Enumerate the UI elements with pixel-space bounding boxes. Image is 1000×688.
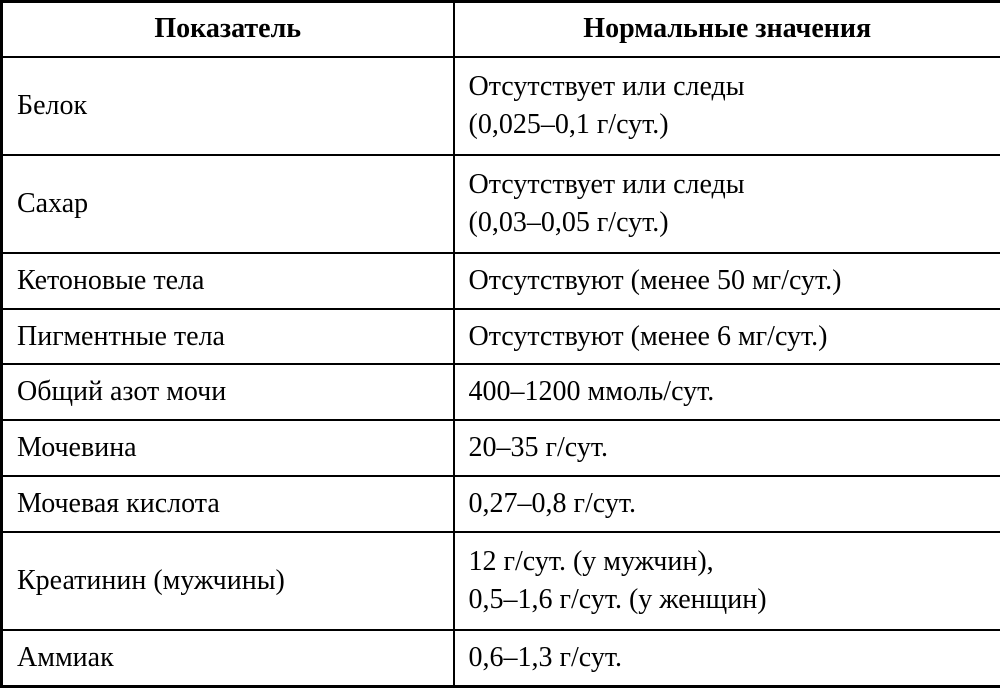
table-header	[2, 2, 1000, 57]
value-line: Отсутствует или следы	[468, 168, 745, 200]
table-row	[2, 155, 1000, 253]
normal-value-cell	[454, 476, 1000, 532]
table-row	[2, 630, 1000, 686]
indicator-cell: Мочевина	[2, 420, 454, 476]
normal-value-cell	[454, 57, 1000, 155]
normal-value-cell	[454, 364, 1000, 420]
value-line: Отсутствуют (менее 6 мг/сут.)	[468, 320, 828, 352]
indicator-cell: Креатинин (мужчины)	[2, 532, 454, 630]
header-cell-indicator: Показатель	[2, 2, 454, 57]
table-row	[2, 532, 1000, 630]
value-line: (0,03–0,05 г/сут.)	[468, 206, 669, 238]
normal-value-cell	[454, 309, 1000, 365]
normal-value-cell	[454, 253, 1000, 309]
table-row	[2, 309, 1000, 365]
table-body	[2, 57, 1000, 687]
indicator-cell: Пигментные тела	[2, 309, 454, 365]
header-row	[2, 2, 1000, 57]
header-cell-normal-values: Нормальные значения	[454, 2, 1000, 57]
indicator-cell: Мочевая кислота	[2, 476, 454, 532]
value-line: 400–1200 ммоль/сут.	[468, 376, 715, 408]
value-line: Отсутствуют (менее 50 мг/сут.)	[468, 264, 842, 296]
normal-value-cell	[454, 155, 1000, 253]
normal-value-cell	[454, 630, 1000, 686]
value-line: 0,6–1,3 г/сут.	[468, 642, 622, 674]
value-line: Отсутствует или следы	[468, 70, 745, 102]
value-line: 0,5–1,6 г/сут. (у женщин)	[468, 584, 767, 616]
indicator-cell: Сахар	[2, 155, 454, 253]
value-line: (0,025–0,1 г/сут.)	[468, 108, 669, 140]
indicator-cell: Белок	[2, 57, 454, 155]
value-line: 0,27–0,8 г/сут.	[468, 488, 636, 520]
table-row	[2, 57, 1000, 155]
value-line: 12 г/сут. (у мужчин),	[468, 546, 714, 578]
table-row	[2, 476, 1000, 532]
table-row	[2, 253, 1000, 309]
table-row	[2, 420, 1000, 476]
normal-value-cell	[454, 420, 1000, 476]
normal-value-cell	[454, 532, 1000, 630]
table-row	[2, 364, 1000, 420]
indicator-cell: Кетоновые тела	[2, 253, 454, 309]
indicator-cell: Общий азот мочи	[2, 364, 454, 420]
value-line: 20–35 г/сут.	[468, 432, 608, 464]
indicator-cell: Аммиак	[2, 630, 454, 686]
